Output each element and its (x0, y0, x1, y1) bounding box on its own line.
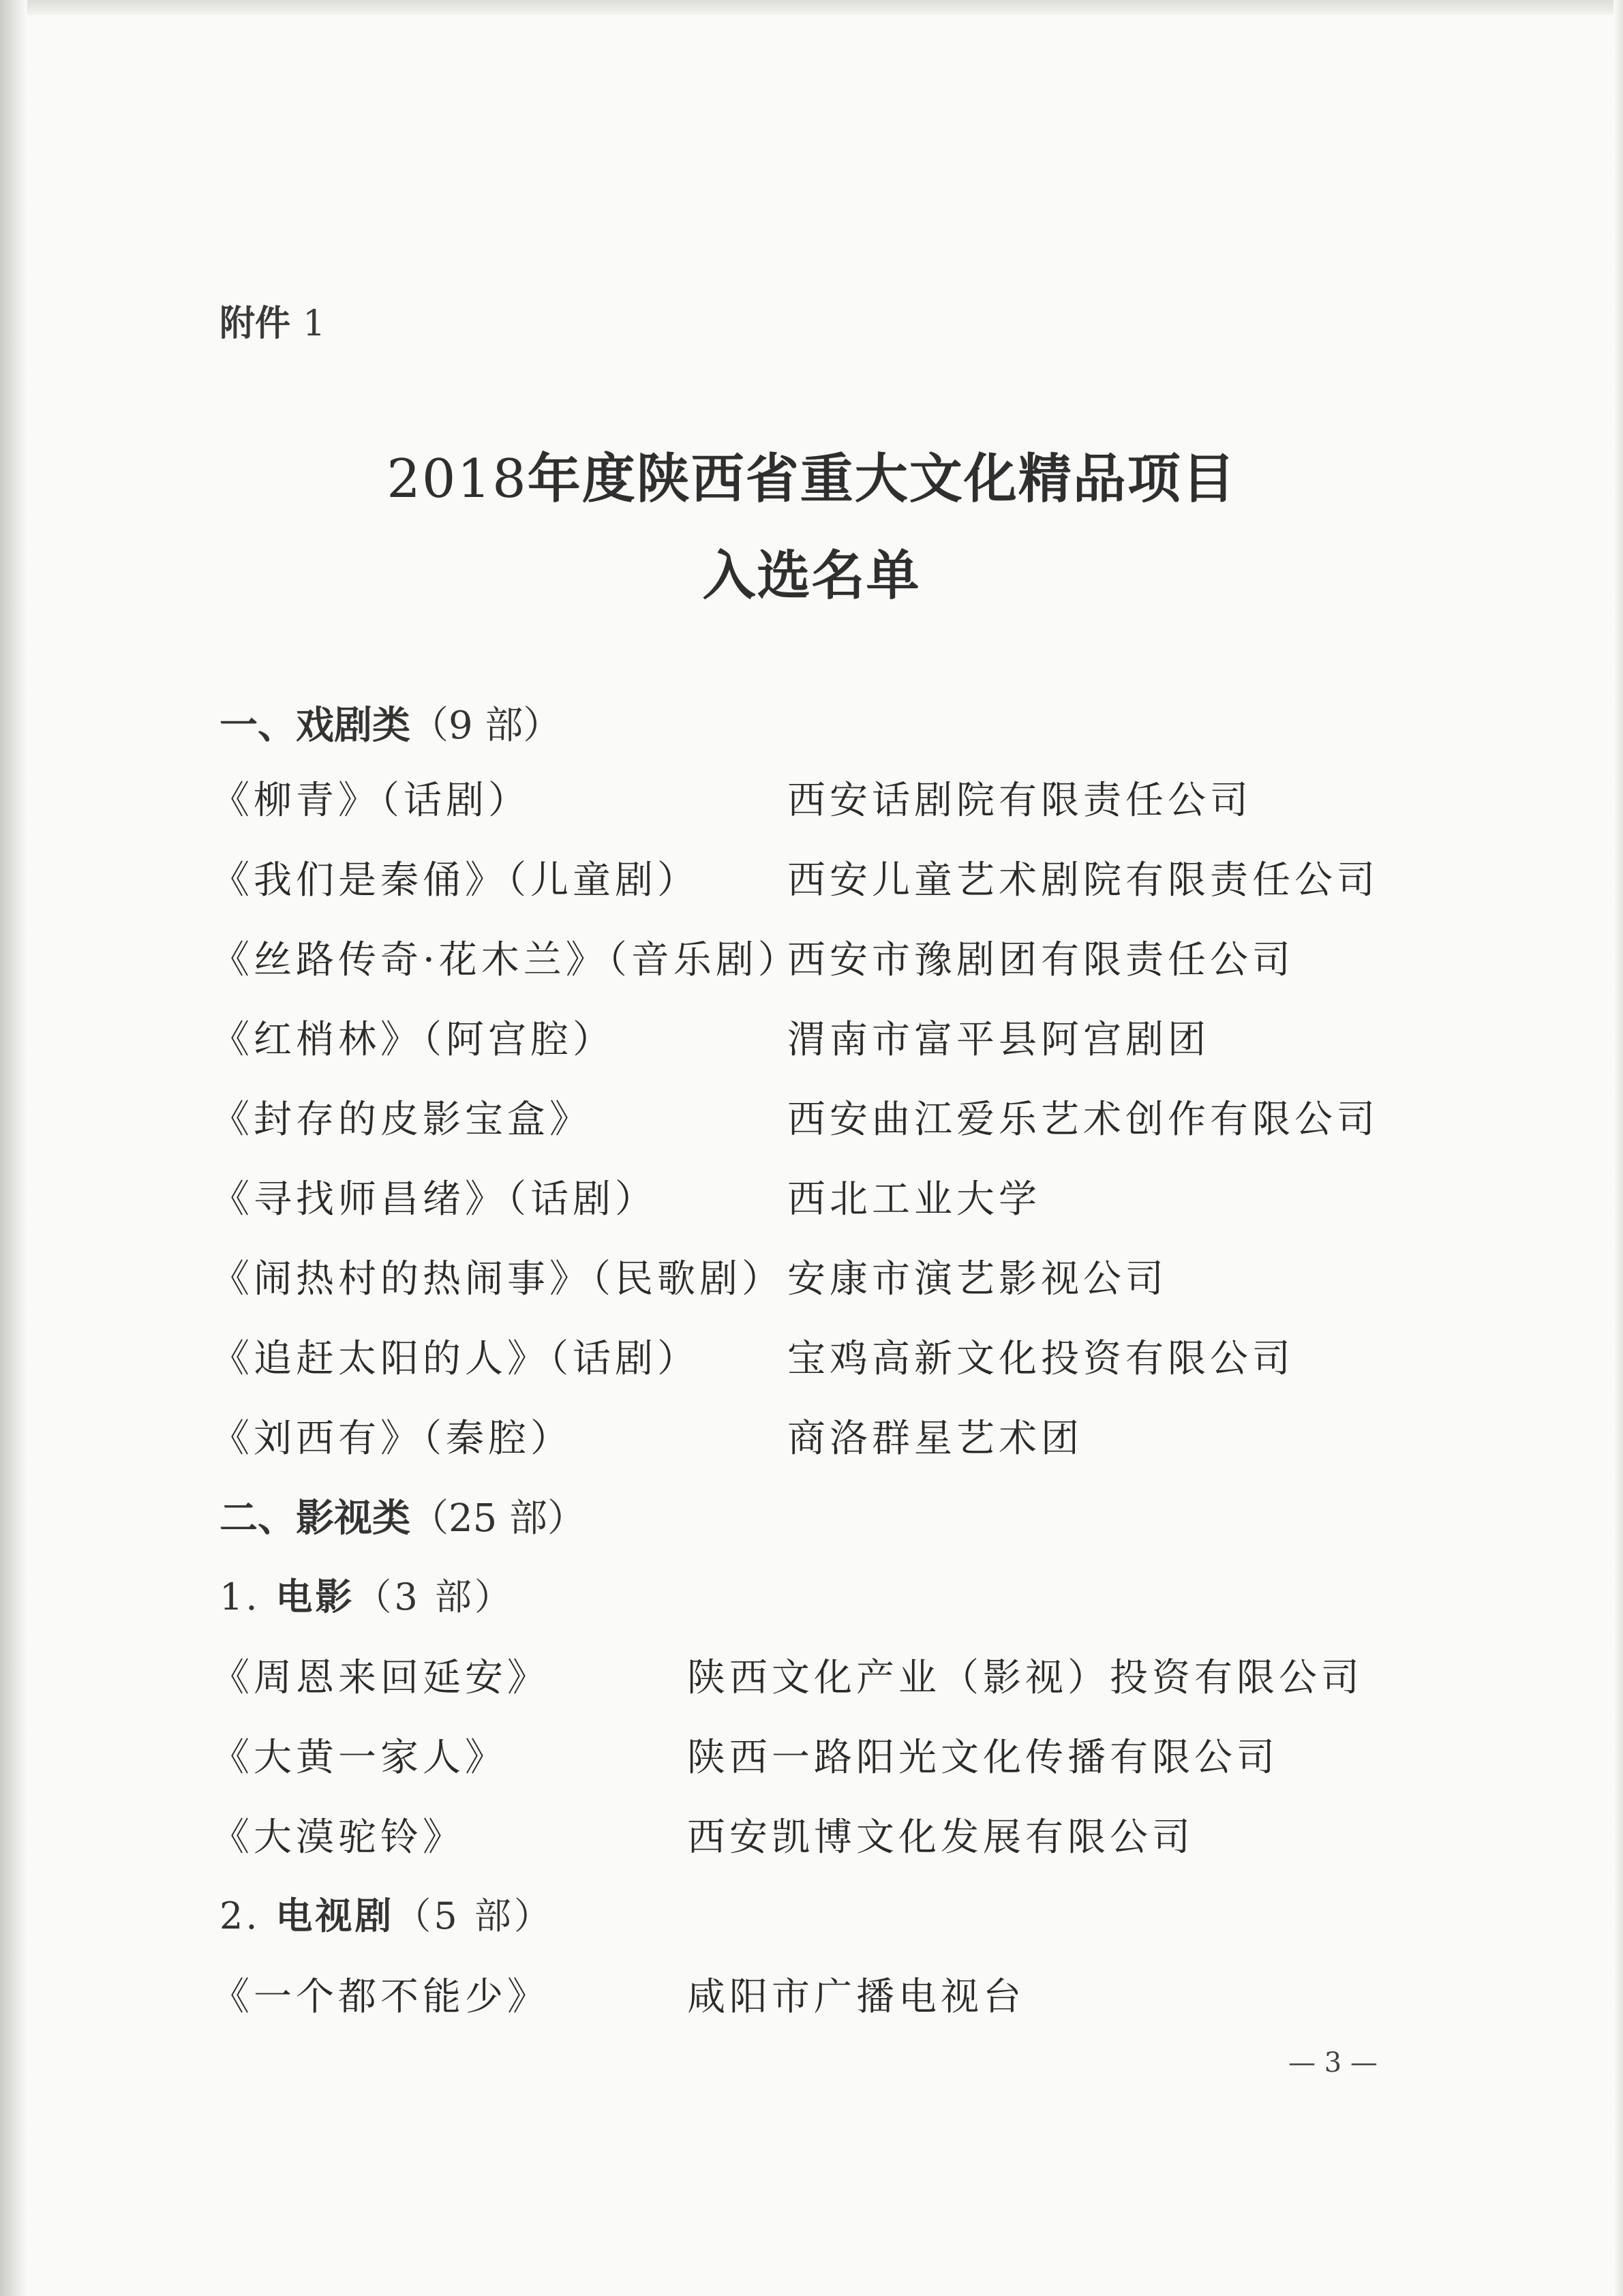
document-title-line-2: 入选名单 (702, 545, 921, 607)
section-title: 二、影视类 (219, 1496, 410, 1541)
organization: 咸阳市广播电视台 (687, 1975, 1025, 2019)
subsection-title: 电影 (275, 1575, 355, 1618)
subsection-heading-tv (219, 1887, 553, 1939)
work-title: 《我们是秦俑》（儿童剧） (211, 858, 699, 903)
work-title: 《封存的皮影宝盒》 (211, 1098, 592, 1142)
subsection-number: 1. (219, 1575, 260, 1618)
work-title: 《柳青》（话剧） (211, 779, 530, 823)
subsection-count: （5 部） (394, 1894, 553, 1937)
document-title-line-1 (0, 436, 1623, 513)
work-title: 《闹热村的热闹事》（民歌剧） (211, 1257, 784, 1301)
list-item (0, 1648, 1623, 1702)
section-title: 一、戏剧类 (219, 704, 410, 748)
organization: 陕西一路阳光文化传播有限公司 (687, 1736, 1279, 1780)
work-title: 《刘西有》（秦腔） (211, 1417, 573, 1461)
list-item (0, 930, 1623, 984)
work-title: 《丝路传奇·花木兰》（音乐剧） (211, 938, 800, 982)
organization: 宝鸡高新文化投资有限公司 (787, 1337, 1294, 1381)
section-heading-drama (219, 695, 561, 750)
list-item (0, 1807, 1623, 1862)
subsection-count: （3 部） (354, 1575, 514, 1618)
page-number: — 3 — (1288, 2047, 1378, 2079)
list-item (0, 1010, 1623, 1064)
subsection-heading-film (219, 1568, 514, 1620)
organization: 安康市演艺影视公司 (787, 1257, 1168, 1301)
work-title: 《周恩来回延安》 (211, 1656, 549, 1700)
work-title: 《红梢林》（阿宫腔） (211, 1018, 615, 1062)
organization: 商洛群星艺术团 (787, 1417, 1083, 1461)
subsection-number: 2. (219, 1894, 260, 1937)
list-item (0, 1329, 1623, 1383)
title-text: 年度陕西省重大文化精品项目 (527, 449, 1237, 510)
attachment-label (219, 294, 325, 346)
title-year: 2018 (386, 449, 528, 510)
attachment-number: 1 (303, 303, 326, 344)
section-heading-film-tv (219, 1488, 586, 1543)
list-item (0, 770, 1623, 825)
organization: 西北工业大学 (787, 1177, 1041, 1222)
section-count: （9 部） (410, 704, 562, 748)
list-item (0, 850, 1623, 905)
organization: 渭南市富平县阿宫剧团 (787, 1018, 1210, 1062)
work-title: 《大漠驼铃》 (211, 1815, 465, 1860)
organization: 西安凯博文化发展有限公司 (687, 1815, 1194, 1860)
work-title: 《大黄一家人》 (211, 1736, 507, 1780)
section-count: （25 部） (410, 1496, 586, 1541)
work-title: 《一个都不能少》 (211, 1975, 549, 2019)
list-item (0, 1249, 1623, 1303)
work-title: 《寻找师昌绪》（话剧） (211, 1177, 657, 1222)
list-item (0, 1727, 1623, 1782)
organization: 西安曲江爱乐艺术创作有限公司 (787, 1098, 1379, 1142)
organization: 西安话剧院有限责任公司 (787, 779, 1252, 823)
scan-edge-right (1613, 0, 1623, 2296)
scan-edge-top (0, 0, 1623, 15)
list-item (0, 1169, 1623, 1224)
list-item (0, 1967, 1623, 2021)
scan-edge-left (0, 0, 27, 2296)
organization: 陕西文化产业（影视）投资有限公司 (687, 1656, 1363, 1700)
list-item (0, 1408, 1623, 1463)
organization: 西安市豫剧团有限责任公司 (787, 938, 1294, 982)
work-title: 《追赶太阳的人》（话剧） (211, 1337, 699, 1381)
attachment-text: 附件 (219, 303, 291, 344)
list-item (0, 1089, 1623, 1144)
subsection-title: 电视剧 (275, 1894, 395, 1937)
organization: 西安儿童艺术剧院有限责任公司 (787, 858, 1379, 903)
